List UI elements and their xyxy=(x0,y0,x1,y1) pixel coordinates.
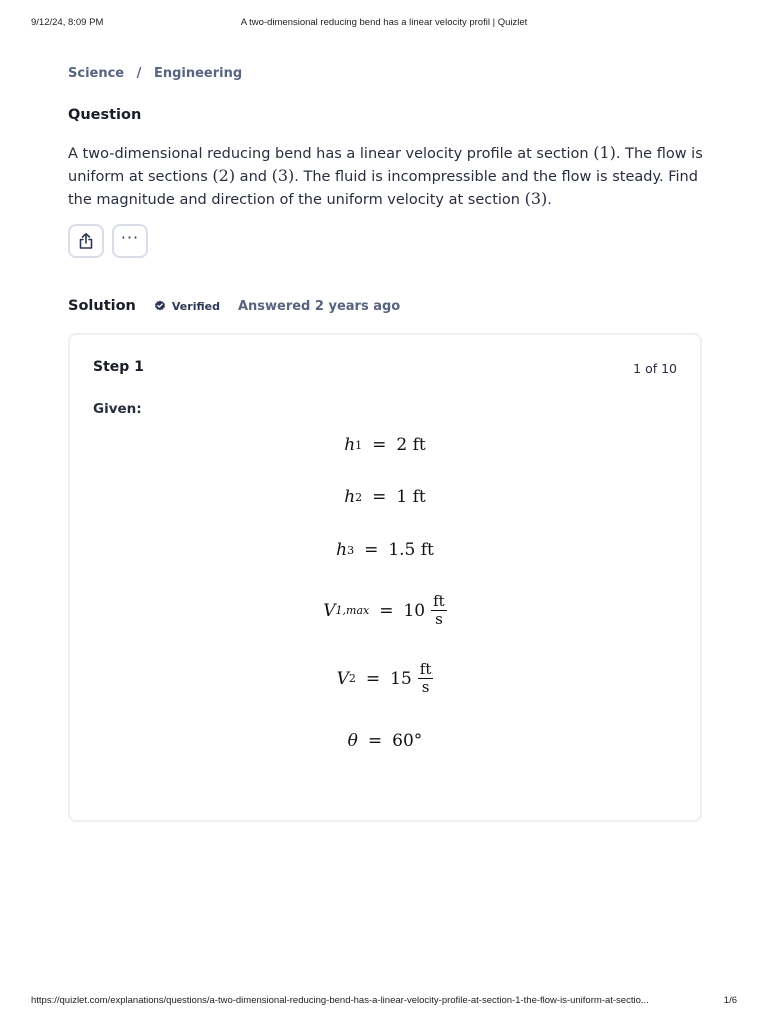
solution-step-card xyxy=(68,333,702,822)
verified-badge xyxy=(154,300,220,313)
eq-subscript: 1,max xyxy=(335,604,370,618)
unit-denominator: s xyxy=(421,678,430,697)
breadcrumb-engineering[interactable]: Engineering xyxy=(153,66,243,81)
section-ref-3: (3) xyxy=(271,166,295,185)
eq-value: 10 xyxy=(403,600,426,621)
eq-subscript: 2 xyxy=(355,490,363,504)
eq-symbol: V xyxy=(323,600,336,621)
share-icon xyxy=(77,232,95,250)
eq-symbol: V xyxy=(336,668,349,689)
more-options-icon: ··· xyxy=(120,228,140,247)
question-segment: . xyxy=(547,192,552,208)
more-options-button[interactable] xyxy=(112,224,148,258)
question-segment: and xyxy=(235,169,272,185)
share-button[interactable] xyxy=(68,224,104,258)
equation-h3 xyxy=(70,540,700,560)
print-datetime: 9/12/24, 8:09 PM xyxy=(31,17,104,28)
step-counter: 1 of 10 xyxy=(633,361,677,376)
step-title: Step 1 xyxy=(93,359,144,375)
eq-subscript: 2 xyxy=(348,672,356,686)
print-url: https://quizlet.com/explanations/questions/a-two-dimensional-reducing-bend-has-a-linear-velocity-profile-at-section-1-the-flow-is-uniform-at-sectio... xyxy=(31,995,649,1006)
equals-sign: = xyxy=(372,487,387,507)
eq-subscript: 3 xyxy=(347,543,355,557)
unit-fraction xyxy=(431,593,447,629)
unit-numerator: ft xyxy=(433,592,445,610)
equals-sign: = xyxy=(364,540,379,560)
unit-fraction xyxy=(418,661,434,697)
eq-value: 2 ft xyxy=(396,435,426,455)
unit-numerator: ft xyxy=(419,660,432,678)
verified-check-icon xyxy=(154,300,166,312)
question-heading: Question xyxy=(68,107,142,123)
eq-symbol: h xyxy=(336,540,348,560)
question-text xyxy=(68,142,708,211)
eq-subscript: 1 xyxy=(355,438,363,452)
section-ref-2: (2) xyxy=(212,166,236,185)
question-segment: . The fluid is incompressible and the flow is steady. Find the magnitude and direction of the uniform velocity at section xyxy=(68,169,698,208)
equation-h1 xyxy=(70,435,700,455)
eq-symbol: h xyxy=(344,487,356,507)
eq-symbol: h xyxy=(344,435,356,455)
section-ref-3: (3) xyxy=(524,189,548,208)
equals-sign: = xyxy=(367,731,383,751)
equation-theta xyxy=(70,731,700,751)
eq-value: 60° xyxy=(392,731,423,751)
section-ref-1: (1) xyxy=(593,143,616,162)
solution-header xyxy=(68,298,400,314)
breadcrumb-separator: / xyxy=(136,66,142,81)
breadcrumb-science[interactable]: Science xyxy=(68,66,125,81)
equals-sign: = xyxy=(365,668,381,689)
eq-value: 15 xyxy=(390,668,412,689)
solution-heading: Solution xyxy=(68,298,136,314)
print-page-title: A two-dimensional reducing bend has a linear velocity profil | Quizlet xyxy=(240,17,528,28)
question-segment: A two-dimensional reducing bend has a linear velocity profile at section xyxy=(68,146,594,162)
breadcrumb xyxy=(68,66,242,81)
equals-sign: = xyxy=(379,600,394,621)
equation-h2 xyxy=(70,487,700,507)
eq-value: 1.5 ft xyxy=(388,540,434,560)
equals-sign: = xyxy=(372,435,387,455)
eq-symbol: θ xyxy=(347,731,358,751)
question-actions xyxy=(68,224,148,258)
question-segment: . The flow is uniform at sections xyxy=(68,146,703,185)
equation-v2 xyxy=(70,661,700,697)
eq-value: 1 ft xyxy=(396,487,426,507)
equation-v1max xyxy=(70,593,700,629)
print-page-number: 1/6 xyxy=(723,995,737,1006)
answered-date: Answered 2 years ago xyxy=(237,298,401,314)
verified-label: Verified xyxy=(171,299,220,313)
given-heading: Given: xyxy=(93,401,142,417)
unit-denominator: s xyxy=(435,610,443,629)
